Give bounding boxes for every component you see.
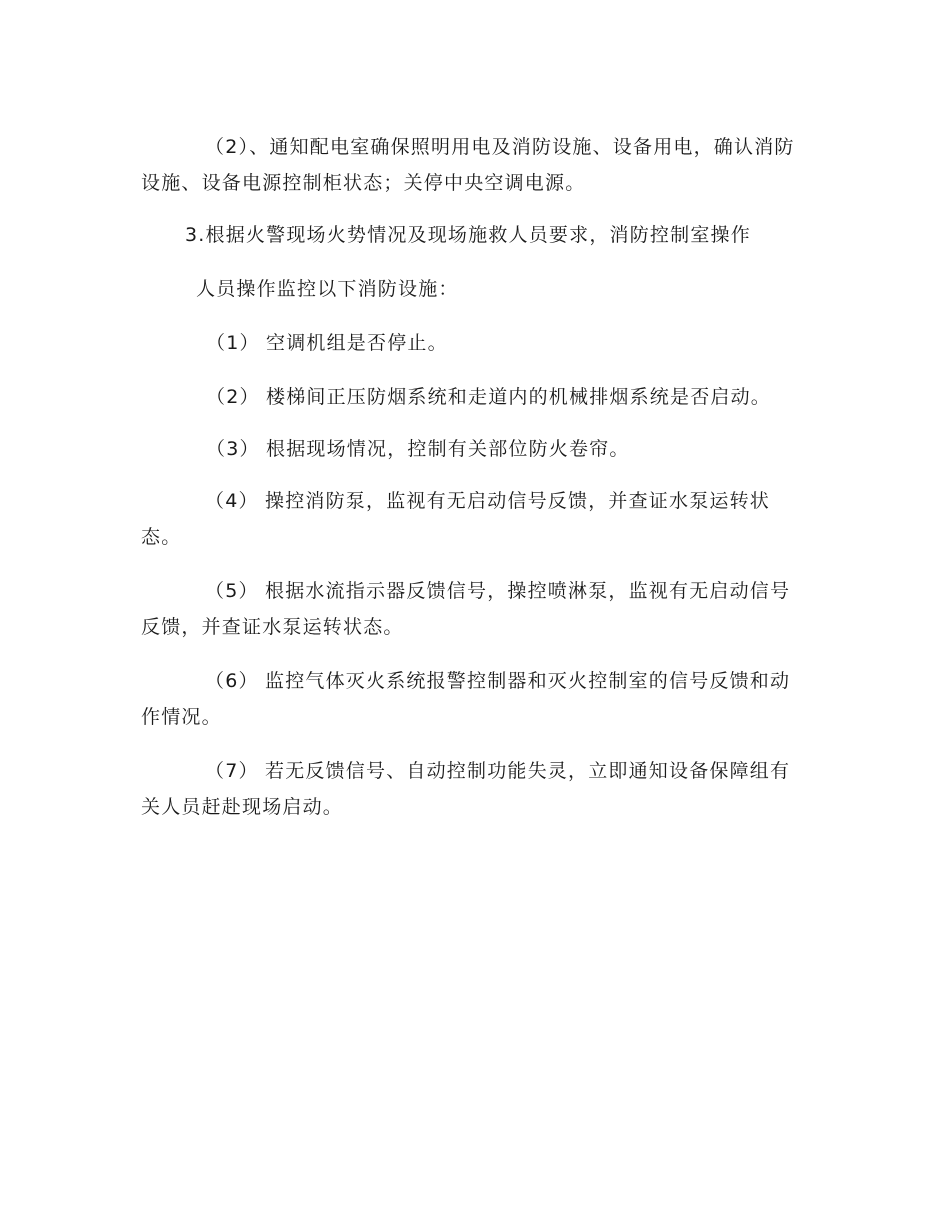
list-item-1 — [206, 325, 874, 361]
paragraph-step-3-continued — [196, 271, 864, 307]
paragraph-power-notice — [141, 129, 809, 201]
paragraph-text: 人员操作监控以下消防设施： — [196, 278, 459, 300]
list-item-marker: （3） — [206, 438, 260, 460]
list-item-marker: （5） — [205, 580, 259, 602]
list-item-text: 操控消防泵，监视有无启动信号反馈，并查证水泵运转状态。 — [141, 490, 771, 548]
list-item-marker: （6） — [205, 670, 259, 692]
list-item-marker: （1） — [206, 332, 260, 354]
list-item-text: 根据现场情况，控制有关部位防火卷帘。 — [266, 438, 630, 460]
list-item-text: 空调机组是否停止。 — [266, 332, 448, 354]
list-item-marker: （4） — [205, 490, 259, 512]
list-item-3 — [206, 431, 874, 467]
list-item-7 — [141, 753, 809, 825]
list-item-2 — [206, 379, 874, 415]
list-item-text: 若无反馈信号、自动控制功能失灵，立即通知设备保障组有关人员赶赴现场启动。 — [141, 760, 791, 818]
list-item-text: 监控气体灭火系统报警控制器和灭火控制室的信号反馈和动作情况。 — [141, 670, 791, 728]
list-item-4 — [141, 483, 809, 555]
list-item-text: 根据水流指示器反馈信号，操控喷淋泵，监视有无启动信号反馈，并查证水泵运转状态。 — [141, 580, 791, 638]
paragraph-text: （2）、通知配电室确保照明用电及消防设施、设备用电，确认消防设施、设备电源控制柜状态；关停中央空调电源。 — [141, 136, 795, 194]
list-item-marker: （7） — [205, 760, 259, 782]
list-item-5 — [141, 573, 809, 645]
list-item-marker: （2） — [206, 386, 260, 408]
paragraph-step-3 — [185, 217, 853, 253]
list-item-text: 楼梯间正压防烟系统和走道内的机械排烟系统是否启动。 — [266, 386, 772, 408]
paragraph-text: 3.根据火警现场火势情况及现场施救人员要求，消防控制室操作 — [185, 224, 751, 246]
list-item-6 — [141, 663, 809, 735]
